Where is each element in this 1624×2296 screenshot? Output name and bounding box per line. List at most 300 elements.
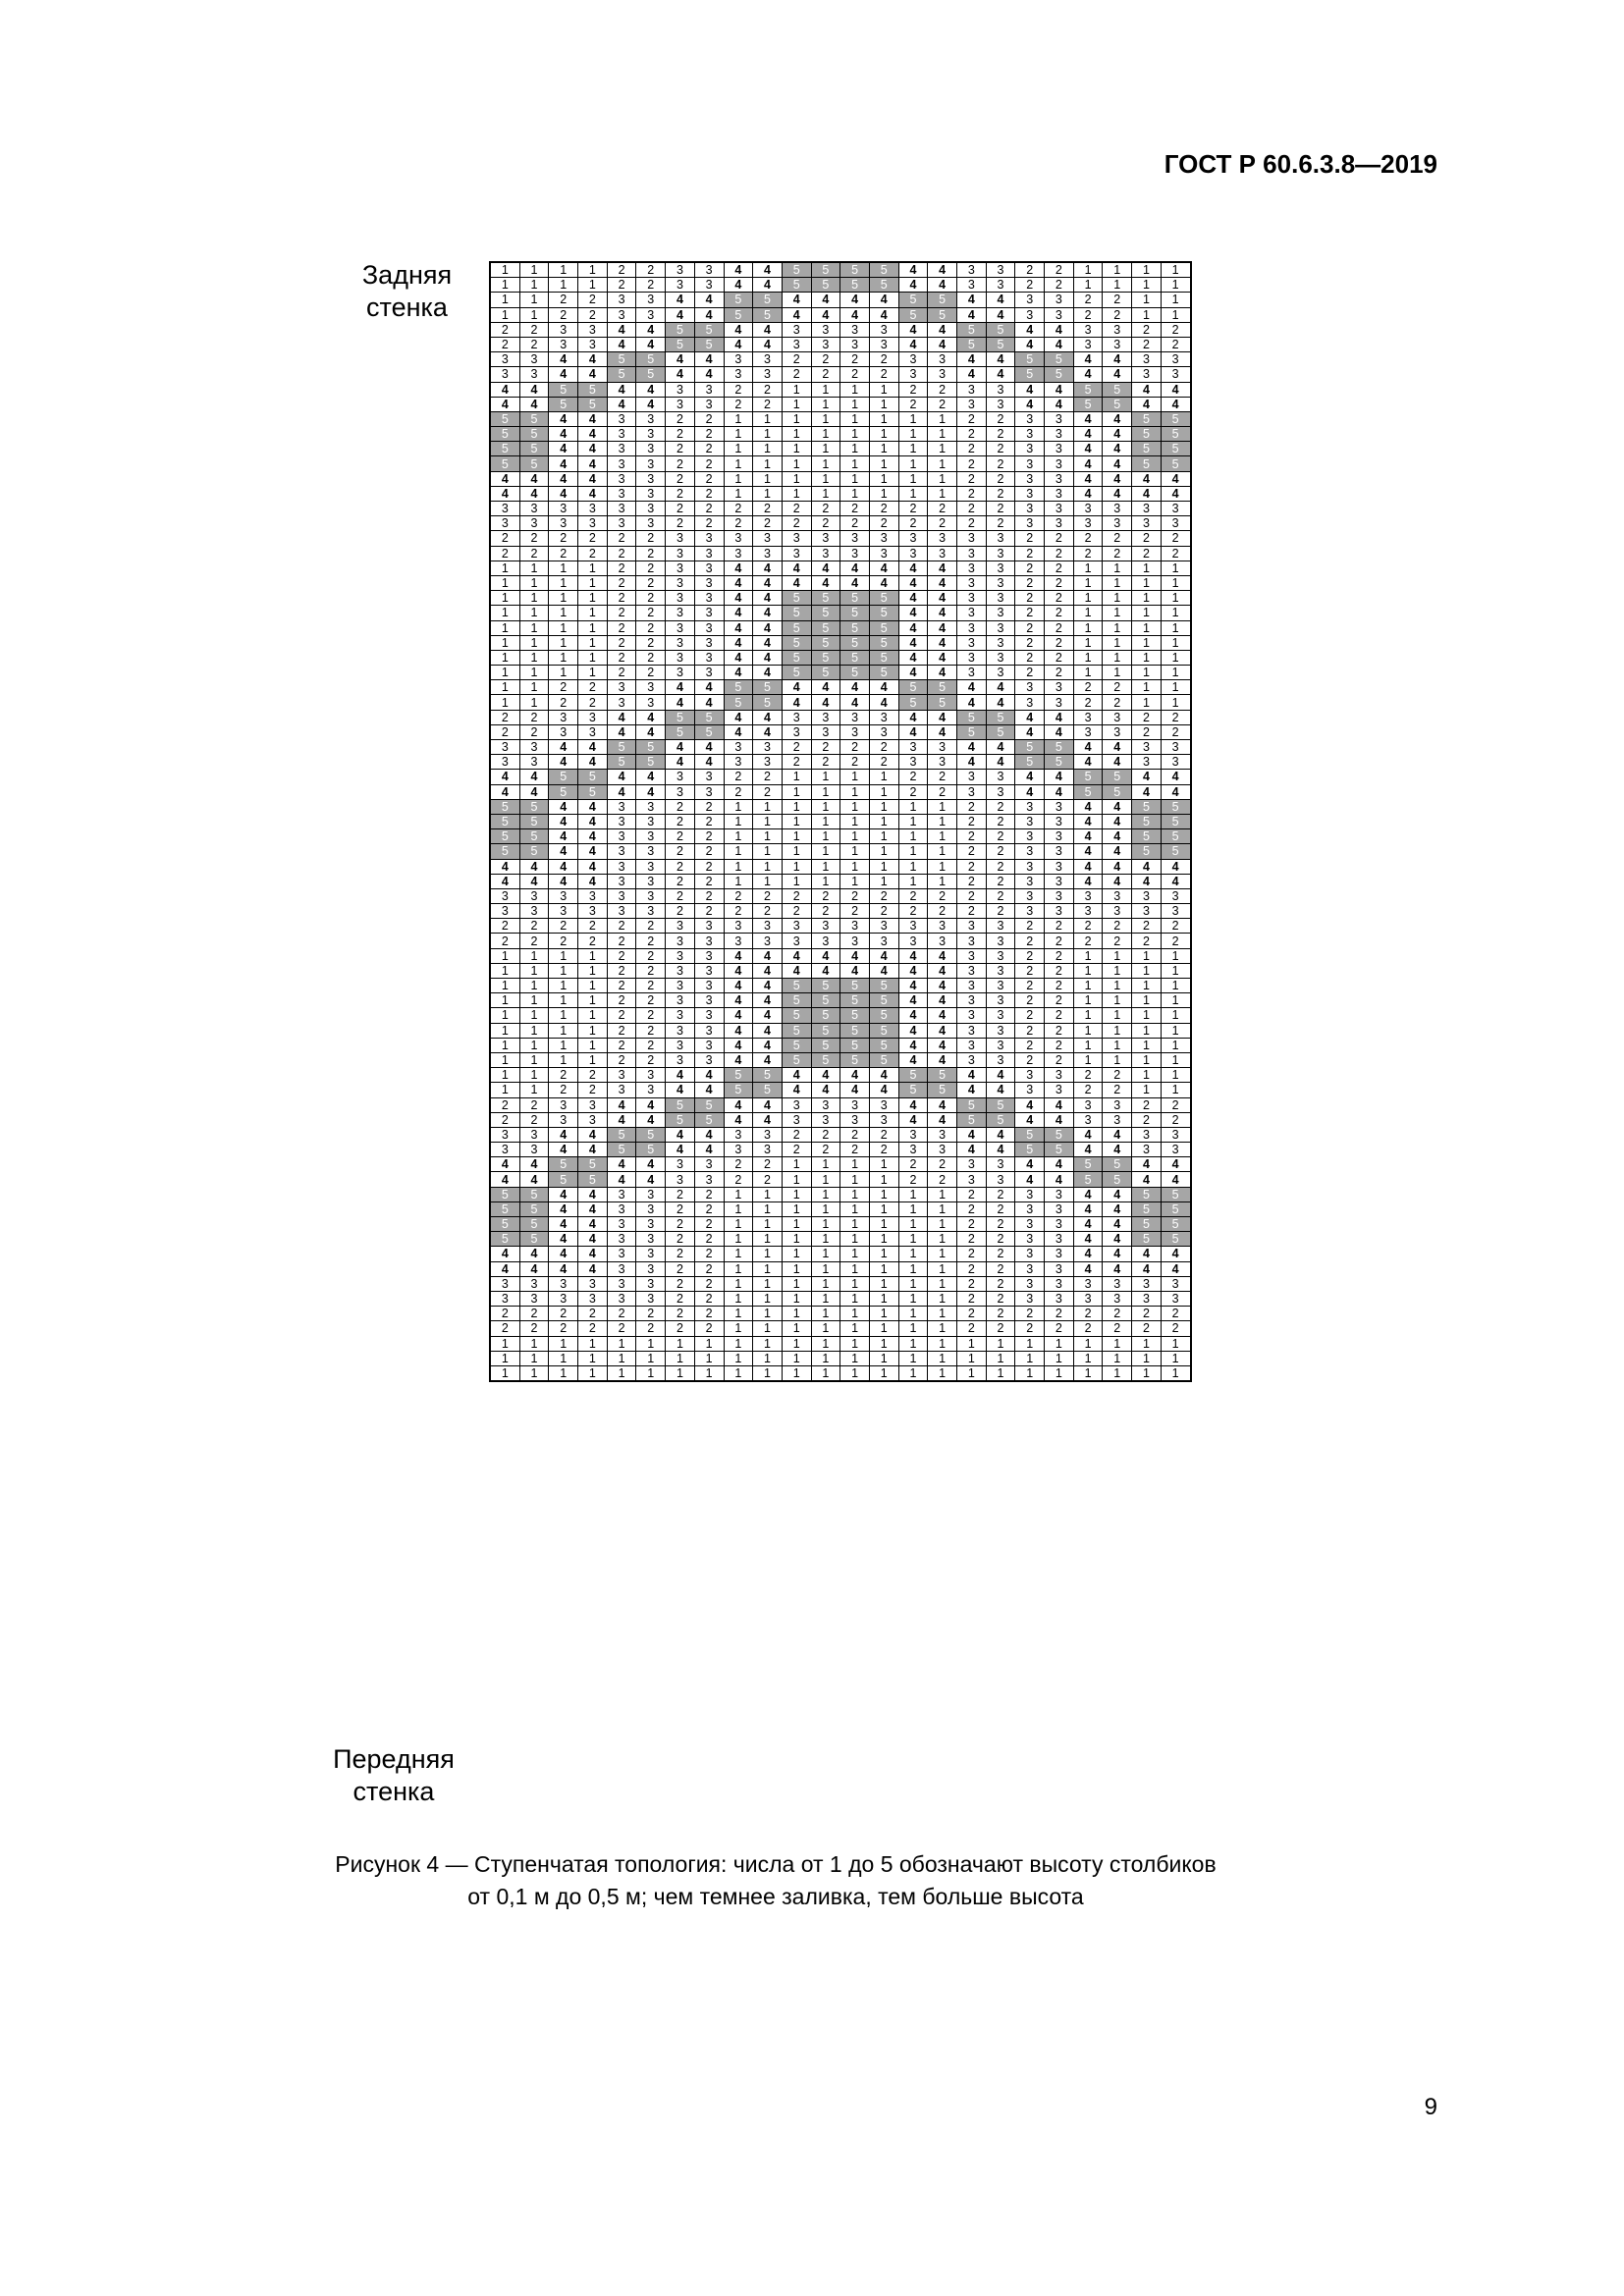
grid-cell: 1 — [928, 859, 957, 874]
grid-cell: 4 — [753, 561, 783, 575]
grid-cell: 2 — [1103, 695, 1132, 710]
grid-cell: 1 — [724, 1351, 753, 1365]
grid-cell: 5 — [519, 1187, 549, 1201]
grid-cell: 5 — [928, 680, 957, 695]
grid-cell: 2 — [636, 561, 666, 575]
grid-cell: 1 — [811, 486, 840, 501]
grid-cell: 3 — [869, 546, 898, 561]
grid-cell: 1 — [869, 1187, 898, 1201]
grid-cell: 4 — [1103, 844, 1132, 859]
grid-cell: 5 — [957, 337, 987, 351]
grid-cell: 4 — [578, 755, 608, 770]
grid-cell: 3 — [1103, 904, 1132, 919]
topology-grid — [489, 261, 1192, 1382]
grid-cell: 1 — [1132, 1023, 1162, 1038]
grid-cell: 3 — [666, 635, 695, 650]
grid-cell: 1 — [578, 1336, 608, 1351]
grid-cell: 3 — [986, 382, 1015, 397]
grid-cell: 3 — [1015, 516, 1045, 531]
grid-cell: 3 — [666, 1052, 695, 1067]
grid-cell: 1 — [1161, 278, 1190, 293]
grid-cell: 4 — [549, 829, 578, 844]
grid-cell: 1 — [519, 591, 549, 606]
grid-cell: 1 — [1073, 1038, 1103, 1052]
grid-cell: 1 — [519, 293, 549, 307]
grid-cell: 1 — [549, 635, 578, 650]
grid-cell: 4 — [928, 635, 957, 650]
grid-cell: 4 — [724, 710, 753, 724]
grid-cell: 3 — [724, 755, 753, 770]
grid-row — [490, 352, 1191, 367]
grid-cell: 4 — [666, 1083, 695, 1097]
grid-cell: 1 — [490, 262, 519, 278]
grid-cell: 5 — [840, 591, 870, 606]
grid-cell: 4 — [578, 471, 608, 486]
grid-cell: 4 — [898, 262, 928, 278]
grid-cell: 3 — [957, 1052, 987, 1067]
grid-cell: 3 — [986, 1038, 1015, 1052]
grid-cell: 2 — [694, 411, 724, 426]
grid-cell: 5 — [1132, 1232, 1162, 1247]
grid-cell: 3 — [607, 695, 636, 710]
grid-cell: 4 — [957, 293, 987, 307]
grid-cell: 1 — [753, 456, 783, 471]
grid-cell: 3 — [636, 829, 666, 844]
grid-cell: 1 — [840, 829, 870, 844]
grid-cell: 5 — [490, 1232, 519, 1247]
grid-cell: 5 — [519, 1217, 549, 1232]
grid-cell: 4 — [753, 278, 783, 293]
grid-cell: 2 — [694, 1291, 724, 1306]
grid-cell: 2 — [607, 963, 636, 978]
grid-cell: 5 — [928, 1083, 957, 1097]
grid-cell: 2 — [607, 531, 636, 546]
grid-cell: 4 — [578, 411, 608, 426]
grid-cell: 1 — [869, 382, 898, 397]
grid-cell: 4 — [840, 293, 870, 307]
grid-cell: 3 — [1103, 1112, 1132, 1127]
grid-cell: 1 — [1073, 278, 1103, 293]
grid-cell: 3 — [898, 919, 928, 934]
grid-cell: 3 — [490, 1276, 519, 1291]
grid-cell: 1 — [490, 1365, 519, 1381]
grid-cell: 4 — [549, 799, 578, 814]
grid-cell: 2 — [753, 904, 783, 919]
grid-cell: 4 — [753, 322, 783, 337]
grid-cell: 3 — [636, 1217, 666, 1232]
grid-cell: 1 — [782, 1336, 811, 1351]
grid-cell: 2 — [666, 1187, 695, 1201]
grid-cell: 4 — [724, 724, 753, 739]
grid-cell: 4 — [724, 1112, 753, 1127]
grid-cell: 2 — [957, 1217, 987, 1232]
grid-cell: 4 — [1132, 1247, 1162, 1261]
grid-cell: 3 — [549, 1291, 578, 1306]
grid-cell: 3 — [1103, 1276, 1132, 1291]
grid-cell: 2 — [519, 337, 549, 351]
grid-cell: 2 — [957, 1247, 987, 1261]
grid-cell: 2 — [549, 680, 578, 695]
grid-cell: 2 — [694, 844, 724, 859]
grid-cell: 4 — [957, 1083, 987, 1097]
grid-cell: 4 — [811, 948, 840, 963]
grid-cell: 4 — [694, 755, 724, 770]
grid-cell: 4 — [869, 307, 898, 322]
grid-cell: 1 — [519, 262, 549, 278]
grid-cell: 2 — [666, 799, 695, 814]
grid-cell: 1 — [840, 1321, 870, 1336]
grid-cell: 5 — [1045, 352, 1074, 367]
grid-cell: 3 — [957, 1023, 987, 1038]
grid-cell: 1 — [811, 1172, 840, 1187]
grid-cell: 5 — [869, 650, 898, 665]
grid-cell: 1 — [1103, 993, 1132, 1008]
grid-cell: 4 — [1073, 1247, 1103, 1261]
grid-cell: 2 — [898, 397, 928, 411]
grid-cell: 1 — [898, 456, 928, 471]
grid-cell: 2 — [578, 293, 608, 307]
grid-cell: 5 — [607, 1127, 636, 1142]
grid-cell: 1 — [636, 1336, 666, 1351]
grid-cell: 2 — [1103, 1321, 1132, 1336]
grid-cell: 1 — [782, 1261, 811, 1276]
grid-cell: 1 — [811, 1291, 840, 1306]
grid-cell: 4 — [957, 755, 987, 770]
grid-cell: 5 — [666, 1097, 695, 1112]
grid-cell: 4 — [782, 1068, 811, 1083]
grid-cell: 1 — [1103, 635, 1132, 650]
grid-cell: 1 — [753, 1365, 783, 1381]
grid-cell: 3 — [869, 531, 898, 546]
grid-cell: 4 — [782, 963, 811, 978]
grid-cell: 3 — [666, 620, 695, 635]
grid-cell: 4 — [694, 1143, 724, 1157]
grid-cell: 1 — [1161, 1038, 1190, 1052]
grid-cell: 4 — [1073, 486, 1103, 501]
grid-cell: 5 — [1015, 1143, 1045, 1157]
grid-cell: 1 — [519, 650, 549, 665]
grid-cell: 3 — [1103, 724, 1132, 739]
grid-cell: 2 — [519, 919, 549, 934]
grid-cell: 2 — [1161, 934, 1190, 948]
grid-cell: 3 — [666, 1023, 695, 1038]
grid-cell: 2 — [1073, 1307, 1103, 1321]
grid-cell: 2 — [1103, 680, 1132, 695]
grid-cell: 4 — [1045, 784, 1074, 799]
grid-cell: 3 — [1045, 516, 1074, 531]
grid-cell: 4 — [1073, 1127, 1103, 1142]
grid-cell: 4 — [753, 1023, 783, 1038]
grid-cell: 1 — [724, 814, 753, 828]
grid-cell: 4 — [957, 740, 987, 755]
grid-cell: 2 — [898, 784, 928, 799]
grid-cell: 4 — [490, 382, 519, 397]
grid-cell: 4 — [840, 963, 870, 978]
grid-cell: 2 — [607, 919, 636, 934]
grid-cell: 3 — [694, 650, 724, 665]
grid-cell: 3 — [1045, 486, 1074, 501]
grid-cell: 2 — [1103, 531, 1132, 546]
grid-cell: 1 — [1103, 1351, 1132, 1365]
grid-cell: 5 — [578, 1157, 608, 1172]
grid-cell: 4 — [578, 814, 608, 828]
grid-cell: 2 — [549, 1307, 578, 1321]
grid-cell: 5 — [753, 1083, 783, 1097]
grid-cell: 4 — [549, 814, 578, 828]
grid-cell: 1 — [928, 829, 957, 844]
grid-cell: 4 — [636, 784, 666, 799]
grid-cell: 1 — [490, 1336, 519, 1351]
grid-cell: 2 — [753, 1172, 783, 1187]
grid-cell: 1 — [1103, 575, 1132, 590]
grid-cell: 3 — [607, 904, 636, 919]
grid-cell: 1 — [840, 1187, 870, 1201]
grid-cell: 2 — [811, 1127, 840, 1142]
grid-cell: 1 — [549, 1365, 578, 1381]
grid-row — [490, 606, 1191, 620]
grid-cell: 4 — [549, 1247, 578, 1261]
grid-cell: 2 — [957, 411, 987, 426]
grid-cell: 3 — [1103, 1097, 1132, 1112]
grid-row — [490, 471, 1191, 486]
grid-row — [490, 1201, 1191, 1216]
grid-cell: 3 — [549, 502, 578, 516]
grid-cell: 3 — [869, 724, 898, 739]
grid-cell: 4 — [578, 486, 608, 501]
grid-cell: 5 — [1045, 1143, 1074, 1157]
grid-cell: 5 — [1103, 397, 1132, 411]
grid-cell: 4 — [753, 963, 783, 978]
grid-cell: 1 — [753, 486, 783, 501]
grid-cell: 2 — [1045, 591, 1074, 606]
grid-cell: 1 — [490, 1008, 519, 1023]
grid-cell: 5 — [1161, 411, 1190, 426]
grid-cell: 3 — [1045, 1083, 1074, 1097]
grid-cell: 1 — [549, 948, 578, 963]
grid-cell: 3 — [986, 620, 1015, 635]
grid-cell: 1 — [869, 1232, 898, 1247]
grid-cell: 1 — [898, 1187, 928, 1201]
grid-cell: 3 — [986, 934, 1015, 948]
grid-cell: 3 — [666, 575, 695, 590]
grid-cell: 5 — [753, 680, 783, 695]
grid-cell: 2 — [607, 278, 636, 293]
grid-cell: 5 — [869, 262, 898, 278]
grid-cell: 1 — [724, 1232, 753, 1247]
grid-cell: 5 — [811, 650, 840, 665]
grid-cell: 5 — [578, 770, 608, 784]
grid-cell: 5 — [782, 591, 811, 606]
grid-cell: 2 — [986, 1321, 1015, 1336]
grid-cell: 4 — [928, 278, 957, 293]
grid-cell: 4 — [578, 1187, 608, 1201]
grid-cell: 4 — [986, 367, 1015, 382]
grid-cell: 1 — [840, 411, 870, 426]
grid-cell: 5 — [519, 814, 549, 828]
grid-cell: 4 — [1132, 770, 1162, 784]
grid-cell: 1 — [840, 844, 870, 859]
grid-cell: 4 — [607, 1097, 636, 1112]
grid-cell: 2 — [490, 322, 519, 337]
grid-cell: 2 — [1015, 666, 1045, 680]
grid-cell: 3 — [636, 442, 666, 456]
grid-cell: 2 — [840, 367, 870, 382]
grid-row — [490, 874, 1191, 888]
grid-cell: 2 — [694, 502, 724, 516]
grid-cell: 2 — [1132, 934, 1162, 948]
grid-cell: 3 — [724, 367, 753, 382]
grid-cell: 3 — [986, 1023, 1015, 1038]
grid-cell: 4 — [928, 1023, 957, 1038]
grid-cell: 2 — [782, 755, 811, 770]
grid-cell: 4 — [928, 1097, 957, 1112]
grid-cell: 4 — [694, 1127, 724, 1142]
grid-cell: 4 — [986, 352, 1015, 367]
grid-cell: 1 — [1161, 262, 1190, 278]
grid-cell: 2 — [607, 591, 636, 606]
grid-cell: 5 — [636, 367, 666, 382]
grid-cell: 1 — [549, 591, 578, 606]
grid-cell: 1 — [782, 1365, 811, 1381]
grid-cell: 5 — [607, 1143, 636, 1157]
grid-cell: 4 — [636, 1172, 666, 1187]
grid-cell: 3 — [607, 516, 636, 531]
grid-cell: 3 — [869, 710, 898, 724]
grid-cell: 4 — [578, 740, 608, 755]
grid-cell: 4 — [928, 1008, 957, 1023]
grid-cell: 2 — [607, 546, 636, 561]
grid-cell: 4 — [549, 740, 578, 755]
grid-cell: 2 — [869, 1127, 898, 1142]
grid-cell: 1 — [549, 993, 578, 1008]
grid-cell: 5 — [869, 278, 898, 293]
grid-cell: 1 — [782, 1157, 811, 1172]
grid-cell: 1 — [782, 829, 811, 844]
grid-cell: 1 — [753, 1201, 783, 1216]
grid-cell: 2 — [607, 635, 636, 650]
grid-cell: 2 — [957, 829, 987, 844]
grid-cell: 1 — [724, 427, 753, 442]
grid-cell: 5 — [490, 411, 519, 426]
grid-cell: 5 — [724, 293, 753, 307]
grid-row — [490, 1187, 1191, 1201]
grid-cell: 4 — [1161, 1261, 1190, 1276]
grid-cell: 5 — [519, 1232, 549, 1247]
grid-cell: 1 — [519, 620, 549, 635]
grid-cell: 1 — [578, 650, 608, 665]
grid-row — [490, 740, 1191, 755]
grid-row — [490, 650, 1191, 665]
grid-cell: 3 — [840, 710, 870, 724]
grid-cell: 1 — [898, 1321, 928, 1336]
grid-row — [490, 546, 1191, 561]
grid-cell: 1 — [782, 1187, 811, 1201]
grid-cell: 1 — [928, 1232, 957, 1247]
grid-cell: 4 — [578, 456, 608, 471]
grid-cell: 2 — [957, 1307, 987, 1321]
grid-row — [490, 829, 1191, 844]
grid-cell: 2 — [898, 382, 928, 397]
grid-cell: 5 — [1132, 844, 1162, 859]
grid-cell: 3 — [986, 635, 1015, 650]
grid-cell: 1 — [490, 666, 519, 680]
grid-cell: 5 — [519, 442, 549, 456]
grid-cell: 3 — [636, 486, 666, 501]
grid-cell: 3 — [898, 1127, 928, 1142]
grid-cell: 2 — [1015, 606, 1045, 620]
grid-cell: 3 — [724, 740, 753, 755]
grid-cell: 1 — [898, 471, 928, 486]
grid-cell: 4 — [1073, 829, 1103, 844]
grid-cell: 2 — [724, 904, 753, 919]
grid-cell: 1 — [840, 1201, 870, 1216]
grid-cell: 3 — [811, 531, 840, 546]
grid-cell: 5 — [1073, 770, 1103, 784]
grid-cell: 4 — [928, 724, 957, 739]
grid-cell: 5 — [928, 1068, 957, 1083]
grid-cell: 5 — [811, 979, 840, 993]
grid-cell: 1 — [578, 635, 608, 650]
grid-cell: 3 — [928, 367, 957, 382]
grid-cell: 2 — [607, 1008, 636, 1023]
grid-cell: 1 — [549, 278, 578, 293]
grid-cell: 5 — [607, 755, 636, 770]
grid-cell: 3 — [666, 262, 695, 278]
grid-cell: 3 — [753, 919, 783, 934]
grid-cell: 4 — [753, 666, 783, 680]
grid-cell: 4 — [811, 575, 840, 590]
grid-cell: 2 — [1073, 1068, 1103, 1083]
grid-cell: 4 — [724, 993, 753, 1008]
grid-cell: 1 — [928, 486, 957, 501]
grid-cell: 1 — [928, 1336, 957, 1351]
grid-cell: 5 — [666, 710, 695, 724]
grid-cell: 1 — [840, 1217, 870, 1232]
grid-cell: 3 — [607, 1217, 636, 1232]
grid-cell: 1 — [753, 799, 783, 814]
grid-cell: 2 — [1045, 635, 1074, 650]
grid-cell: 3 — [694, 770, 724, 784]
grid-cell: 1 — [694, 1365, 724, 1381]
grid-cell: 3 — [986, 666, 1015, 680]
grid-cell: 4 — [1132, 397, 1162, 411]
grid-cell: 5 — [694, 1097, 724, 1112]
grid-cell: 2 — [1045, 934, 1074, 948]
grid-cell: 2 — [1103, 293, 1132, 307]
grid-cell: 4 — [753, 591, 783, 606]
grid-row — [490, 337, 1191, 351]
grid-cell: 2 — [1045, 606, 1074, 620]
grid-cell: 3 — [578, 516, 608, 531]
grid-cell: 4 — [666, 1143, 695, 1157]
grid-cell: 4 — [666, 307, 695, 322]
grid-cell: 1 — [578, 1008, 608, 1023]
grid-cell: 4 — [1132, 1157, 1162, 1172]
grid-cell: 1 — [1103, 620, 1132, 635]
grid-cell: 3 — [1015, 1291, 1045, 1306]
grid-cell: 2 — [986, 1232, 1015, 1247]
grid-cell: 1 — [1132, 561, 1162, 575]
grid-cell: 1 — [724, 829, 753, 844]
grid-cell: 2 — [1045, 1023, 1074, 1038]
grid-cell: 1 — [724, 1321, 753, 1336]
grid-cell: 4 — [986, 307, 1015, 322]
grid-cell: 5 — [1161, 829, 1190, 844]
grid-cell: 4 — [490, 471, 519, 486]
grid-cell: 5 — [840, 979, 870, 993]
grid-cell: 4 — [490, 784, 519, 799]
grid-cell: 3 — [636, 1232, 666, 1247]
